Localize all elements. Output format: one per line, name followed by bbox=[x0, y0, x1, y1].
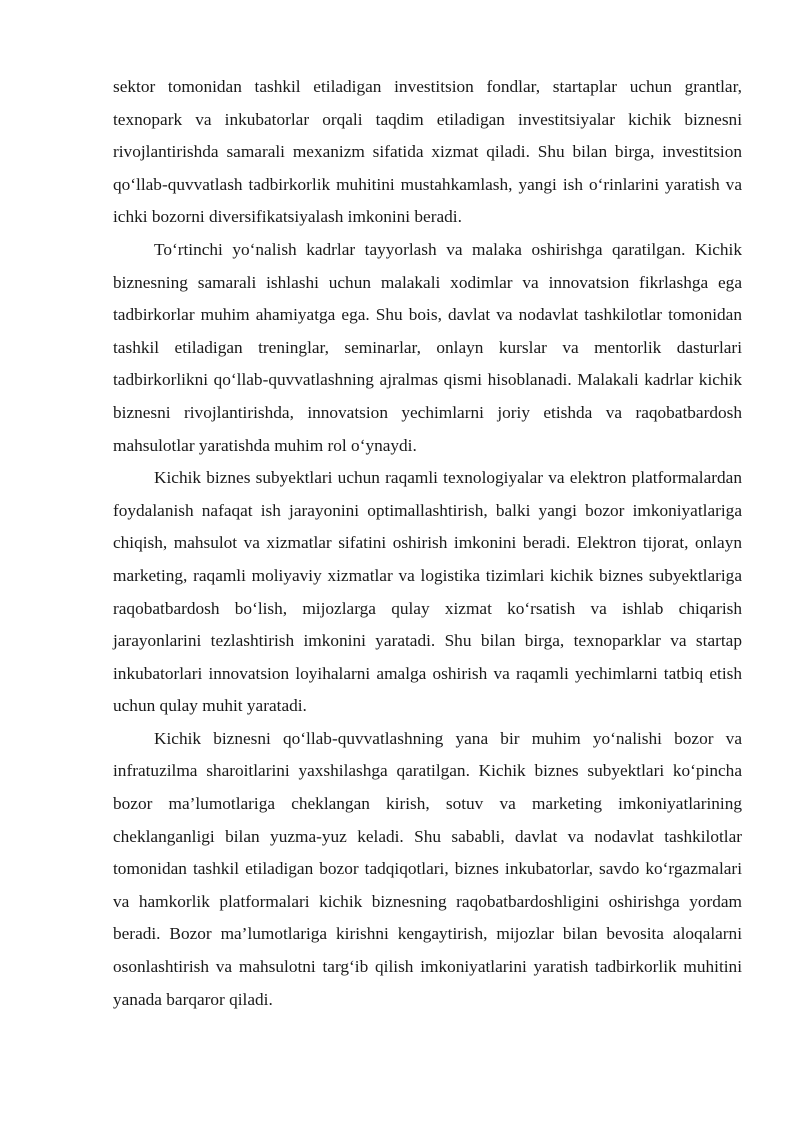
paragraph-market-infrastructure: Kichik biznesni qo‘llab-quvvatlashning yana bir muhim yo‘nalishi bozor va infratuzilma sharoitlarini yaxshilashga qaratilgan. Kichik biznes subyektlari ko‘pincha bozor ma’lumotlariga cheklangan kirish, sotuv va marketing imkoniyatlarining cheklanganligi bilan yuzma-yuz keladi. Shu sababli, davlat va nodavlat tashkilotlar tomonidan tashkil etiladigan bozor tadqiqotlari, biznes inkubatorlar, savdo ko‘rgazmalari va hamkorlik platformalari kichik biznesning raqobatbardoshligini oshirishga yordam beradi. Bozor ma’lumotlariga kirishni kengaytirish, mijozlar bilan bevosita aloqalarni osonlashtirish va mahsulotni targ‘ib qilish imkoniyatlarini yaratish tadbirkorlik muhitini yanada barqaror qiladi. bbox=[113, 728, 742, 1009]
paragraph-continuation: sektor tomonidan tashkil etiladigan investitsion fondlar, startaplar uchun grantlar, texnopark va inkubatorlar orqali taqdim etiladigan investitsiyalar kichik biznesni rivojlantirishda samarali mexanizm sifatida xizmat qiladi. Shu bilan birga, investitsion qo‘llab-quvvatlash tadbirkorlik muhitini mustahkamlash, yangi ish o‘rinlarini yaratish va ichki bozorni diversifikatsiyalash imkonini beradi. bbox=[113, 77, 742, 227]
document-page bbox=[113, 71, 742, 1016]
paragraph-digital-technologies: Kichik biznes subyektlari uchun raqamli texnologiyalar va elektron platformalardan foydalanish nafaqat ish jarayonini optimallashtirish, balki yangi bozor imkoniyatlariga chiqish, mahsulot va xizmatlar sifatini oshirish imkonini beradi. Elektron tijorat, onlayn marketing, raqamli moliyaviy xizmatlar va logistika tizimlari kichik biznes subyektlariga raqobatbardosh bo‘lish, mijozlarga qulay xizmat ko‘rsatish va ishlab chiqarish jarayonlarini tezlashtirish imkonini yaratadi. Shu bilan birga, texnoparklar va startap inkubatorlari innovatsion loyihalarni amalga oshirish va raqamli yechimlarni tatbiq etish uchun qulay muhit yaratadi. bbox=[113, 468, 742, 716]
paragraph-fourth-direction: To‘rtinchi yo‘nalish kadrlar tayyorlash va malaka oshirishga qaratilgan. Kichik biznesning samarali ishlashi uchun malakali xodimlar va innovatsion fikrlashga ega tadbirkorlar muhim ahamiyatga ega. Shu bois, davlat va nodavlat tashkilotlar tomonidan tashkil etiladigan treninglar, seminarlar, onlayn kurslar va mentorlik dasturlari tadbirkorlikni qo‘llab-quvvatlashning ajralmas qismi hisoblanadi. Malakali kadrlar kichik biznesni rivojlantirishda, innovatsion yechimlarni joriy etishda va raqobatbardosh mahsulotlar yaratishda muhim rol o‘ynaydi. bbox=[113, 239, 742, 455]
